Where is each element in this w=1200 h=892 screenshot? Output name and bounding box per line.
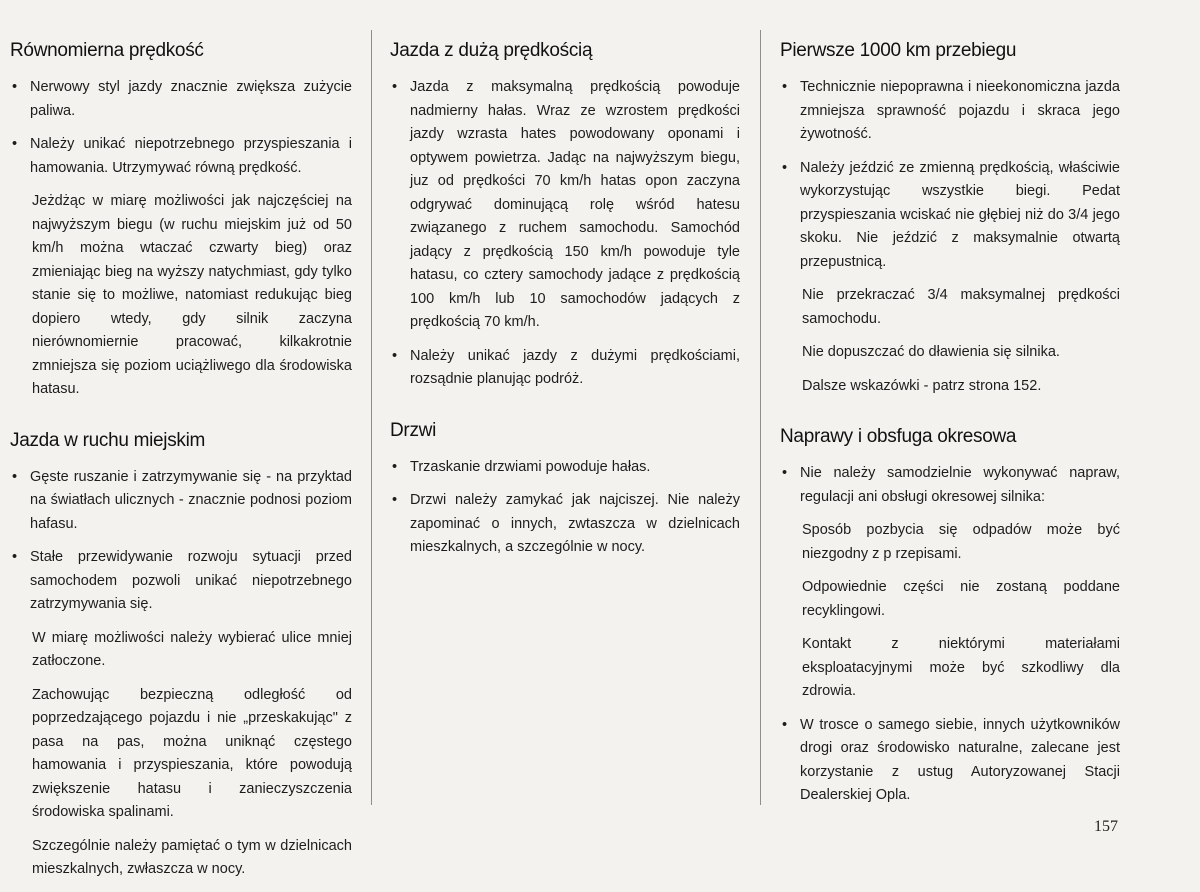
bullet-item	[780, 76, 1120, 147]
bullet-text: Nie należy samodzielnie wykonywać napraw, regulacji ani obsługi okresowej silnika:	[800, 465, 1120, 505]
column-2	[390, 30, 740, 570]
bullet-item	[10, 133, 352, 180]
paragraph: Szczególnie należy pamiętać o tym w dzielnicach mieszkalnych, zwłaszcza w nocy.	[32, 837, 352, 877]
bullet-marker: •	[392, 492, 398, 508]
bullet-marker: •	[12, 79, 18, 95]
section-heading-drzwi: Drzwi	[390, 419, 436, 441]
bullet-text: Trzaskanie drzwiami powoduje hałas.	[410, 458, 651, 475]
bullet-item	[780, 157, 1120, 275]
bullet-marker: •	[12, 549, 18, 565]
paragraph: Kontakt z niektórymi materiałami eksploatacyjnymi może być szkodliwy dla zdrowia.	[802, 636, 1120, 699]
paragraph: W miarę możliwości należy wybierać ulice mniej zatłoczone.	[32, 629, 352, 669]
bullet-item	[780, 714, 1120, 808]
bullet-text: Należy unikać jazdy z dużymi prędkościami, rozsądnie planując podróż.	[410, 347, 740, 387]
section-heading-jazda-z-duza-predkoscia: Jazda z dużą prędkością	[390, 40, 593, 61]
section-heading-jazda-w-ruchu-miejskim: Jazda w ruchu miejskim	[10, 429, 206, 451]
bullet-marker: •	[782, 716, 788, 733]
bullet-text: Nerwowy styl jazdy znacznie zwiększa zużycie paliwa.	[30, 79, 352, 119]
bullet-marker: •	[392, 458, 398, 475]
paragraph: Jeżdżąc w miarę możliwości jak najczęściej na najwyższym biegu (w ruchu miejskim już od 50 km/h można wtaczać czwarty bieg) oraz zmieniając bieg na wyższy natychmiast, gdy tylko stanie się to możliwe, natomiast redukując bieg dopiero wtedy, gdy silnik zaczyna nierównomiernie pracować, kilkakrotnie zmniejsza się poziom uciążliwego dla środowiska hatasu.	[32, 193, 352, 397]
bullet-text: Stałe przewidywanie rozwoju sytuacji przed samochodem pozwoli unikać niepotrzebnego zatrzymywania się.	[30, 549, 352, 612]
paragraph: Nie przekraczać 3/4 maksymalnej prędkości samochodu.	[802, 287, 1120, 327]
bullet-text: Należy unikać niepotrzebnego przyspieszania i hamowania. Utrzymywać równą prędkość.	[30, 136, 352, 176]
bullet-item	[390, 345, 740, 392]
bullet-marker: •	[392, 347, 398, 364]
section-heading-pierwsze-1000-km: Pierwsze 1000 km przebiegu	[780, 40, 1017, 61]
bullet-text: Jazda z maksymalną prędkością powoduje nadmierny hałas. Wraz ze wzrostem prędkości jazdy wzrasta hates powodowany oponami i optywem powietrza. Jadąc na najwyższym biegu, juz od prędkości 70 km/h hatas opon zaczyna odgrywać dominującą rolę wśród hatesu związanego z ruchem samochodu. Samochód jadący z prędkością 150 km/h powoduje tyle hatasu, co cztery samochody jadące z prędkością 100 km/h lub 10 samochodów jadących z prędkością 70 km/h.	[410, 79, 740, 330]
bullet-item	[780, 462, 1120, 509]
bullet-item	[10, 76, 352, 123]
bullet-text: Należy jeździć ze zmienną prędkością, właściwie wykorzystując wszystkie biegi. Pedat przyspieszania wciskać nie głębiej niż do 3/4 jego skoku. Nie jeździć z maksymalnie otwartą przepustnicą.	[800, 159, 1120, 270]
column-divider-right	[760, 30, 761, 805]
bullet-marker: •	[12, 136, 18, 152]
bullet-item	[390, 76, 740, 335]
paragraph: Odpowiednie części nie zostaną poddane recyklingowi.	[802, 579, 1120, 619]
bullet-marker: •	[392, 79, 398, 95]
page-number: 157	[1094, 818, 1118, 835]
section-heading-rownomierna-predkosc: Równomierna prędkość	[10, 40, 204, 61]
section-heading-naprawy-i-obsluga: Naprawy i obsfuga okresowa	[780, 426, 1017, 447]
bullet-text: Gęste ruszanie i zatrzymywanie się - na przyktad na światłach ulicznych - znacznie podnosi poziom hafasu.	[30, 468, 352, 532]
column-1	[10, 30, 352, 892]
bullet-text: W trosce o samego siebie, innych użytkowników drogi oraz środowisko naturalne, zalecane jest korzystanie z ustug Autoryzowanej Stacji Dealerskiej Opla.	[800, 716, 1120, 803]
bullet-item	[10, 546, 352, 617]
bullet-text: Technicznie niepoprawna i nieekonomiczna jazda zmniejsza sprawność pojazdu i skraca jego żywotność.	[800, 79, 1120, 142]
bullet-item	[10, 466, 352, 537]
bullet-text: Drzwi należy zamykać jak najciszej. Nie należy zapominać o innych, zwtaszcza w dzielnicach mieszkalnych, a szczególnie w nocy.	[410, 492, 740, 555]
bullet-marker: •	[12, 468, 18, 485]
column-3	[780, 30, 1120, 818]
bullet-marker: •	[782, 79, 788, 95]
paragraph: Nie dopuszczać do dławienia się silnika.	[802, 344, 1060, 360]
bullet-marker: •	[782, 465, 788, 481]
bullet-item	[390, 489, 740, 560]
bullet-item	[390, 456, 740, 480]
paragraph: Dalsze wskazówki - patrz strona 152.	[802, 377, 1042, 394]
paragraph: Zachowując bezpieczną odległość od poprzedzającego pojazdu i nie „przeskakując" z pasa na pas, można uniknąć częstego hamowania i przyspieszania, które powodują zwiększenie hatasu i zanieczyszczenia środowiska spalinami.	[32, 686, 352, 820]
bullet-marker: •	[782, 159, 788, 176]
column-divider-left	[371, 30, 372, 805]
paragraph: Sposób pozbycia się odpadów może być niezgodny z p rzepisami.	[802, 522, 1120, 562]
